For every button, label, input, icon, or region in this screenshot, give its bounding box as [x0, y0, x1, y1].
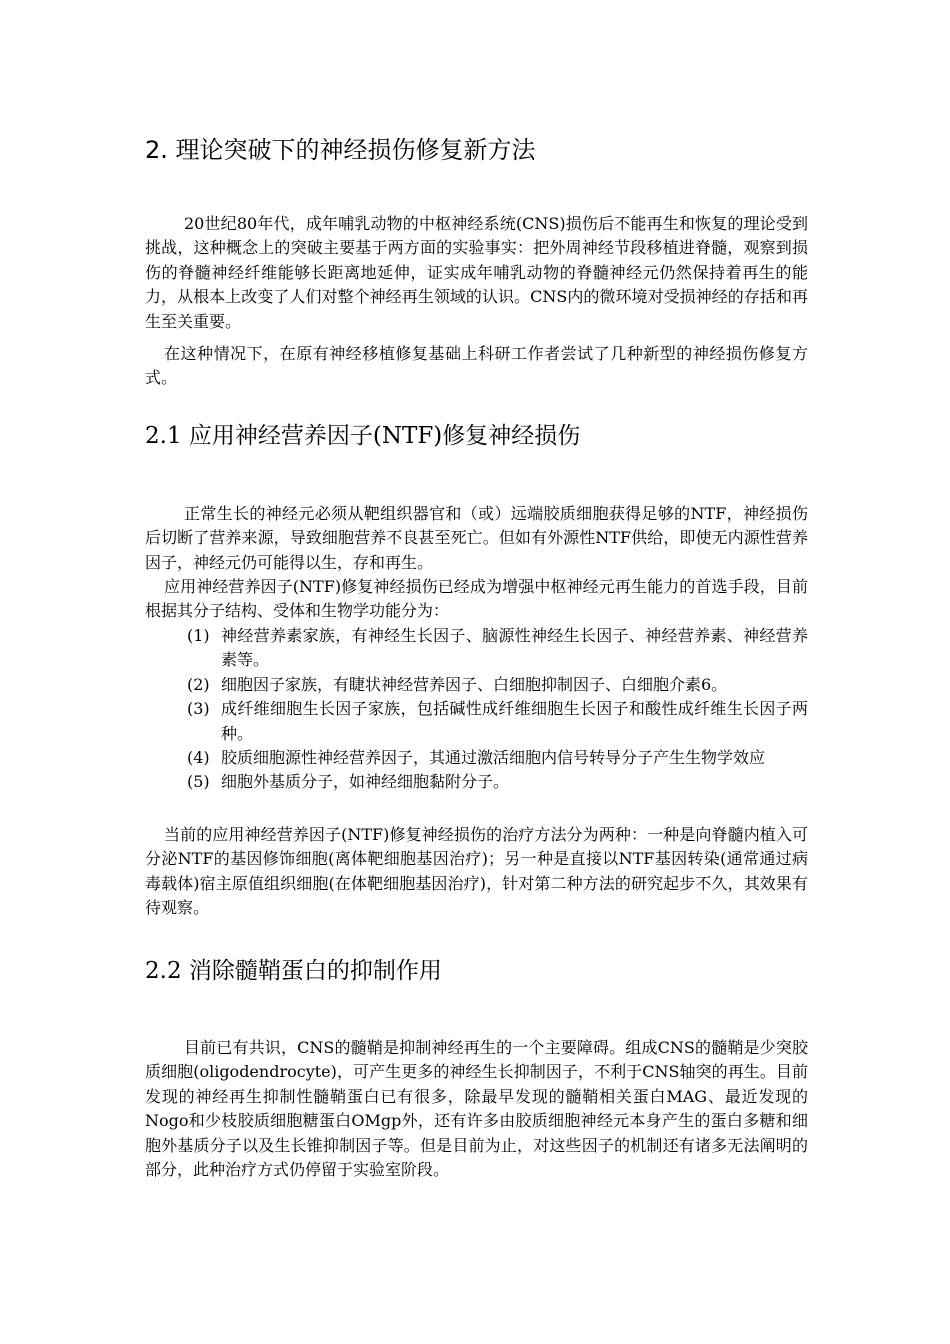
list-item — [145, 697, 808, 746]
section-2-1-paragraph-1: 正常生长的神经元必须从靶组织器官和（或）远端胶质细胞获得足够的NTF，神经损伤后切断了营养来源，导致细胞营养不良甚至死亡。但如有外源性NTF供给，即使无内源性营养因子，神经元仍可能得以生，存和再生。 — [145, 504, 808, 572]
section-2-paragraph-1: 20世纪80年代，成年哺乳动物的中枢神经系统(CNS)损伤后不能再生和恢复的理论受到挑战，这种概念上的突破主要基于两方面的实验事实：把外周神经节段移植进脊髓，观察到损伤的脊髓神经纤维能够长距离地延伸，证实成年哺乳动物的脊髓神经元仍然保持着再生的能力，从根本上改变了人们对整个神经再生领域的认识。CNS内的微环境对受损神经的存括和再生至关重要。 — [145, 214, 808, 331]
list-item-text: 细胞外基质分子，如神经细胞黏附分子。 — [221, 772, 510, 792]
list-item-number: (2) — [187, 674, 210, 694]
list-item-number: (4) — [187, 748, 210, 768]
list-item — [145, 770, 808, 794]
list-item-text: 胶质细胞源性神经营养因子，其通过激活细胞内信号转导分子产生生物学效应 — [221, 748, 766, 768]
list-item-number: (5) — [187, 772, 210, 792]
section-2-heading: 2. 理论突破下的神经损伤修复新方法 — [145, 136, 536, 164]
section-2-paragraph-2: 在这种情况下，在原有神经移植修复基础上科研工作者尝试了几种新型的神经损伤修复方式。 — [145, 344, 808, 388]
section-2-1-paragraph-3: 当前的应用神经营养因子(NTF)修复神经损伤的治疗方法分为两种：一种是向脊髓内植入可分泌NTF的基因修饰细胞(离体靶细胞基因治疗)；另一种是直接以NTF基因转染(通常通过病毒载体)宿主原值组织细胞(在体靶细胞基因治疗)，针对第二种方法的研究起步不久，其效果有待观察。 — [145, 825, 808, 918]
list-item-number: (1) — [187, 626, 210, 645]
list-item — [145, 746, 808, 770]
section-2-1-heading: 2.1 应用神经营养因子(NTF)修复神经损伤 — [145, 423, 581, 449]
list-item-number: (3) — [187, 699, 210, 719]
list-item-text: 细胞因子家族，有睫状神经营养因子、白细胞抑制因子、白细胞介素6。 — [221, 674, 728, 694]
list-item-text: 成纤维细胞生长因子家族，包括碱性成纤维细胞生长因子和酸性成纤维生长因子两种。 — [221, 699, 808, 743]
list-item-text: 神经营养素家族，有神经生长因子、脑源性神经生长因子、神经营养素、神经营养素等。 — [221, 626, 808, 670]
section-2-2-heading: 2.2 消除髓鞘蛋白的抑制作用 — [145, 958, 442, 984]
ntf-classification-list — [145, 624, 808, 795]
list-item — [145, 673, 808, 697]
list-item — [145, 624, 808, 673]
section-2-2-paragraph-1: 目前已有共识，CNS的髓鞘是抑制神经再生的一个主要障碍。组成CNS的髓鞘是少突胶质细胞(oligodendrocyte)，可产生更多的神经生长抑制因子，不利于CNS轴突的再生。目前发现的神经再生抑制性髓鞘蛋白已有很多，除最早发现的髓鞘相关蛋白MAG、最近发现的Nogo和少枝胶质细胞糖蛋白OMgp外，还有许多由胶质细胞神经元本身产生的蛋白多糖和细胞外基质分子以及生长锥抑制因子等。但是目前为止，对这些因子的机制还有诸多无法阐明的部分，此种治疗方式仍停留于实验室阶段。 — [145, 1038, 808, 1180]
section-2-1-paragraph-2: 应用神经营养因子(NTF)修复神经损伤已经成为增强中枢神经元再生能力的首选手段，目前根据其分子结构、受体和生物学功能分为： — [145, 577, 808, 621]
